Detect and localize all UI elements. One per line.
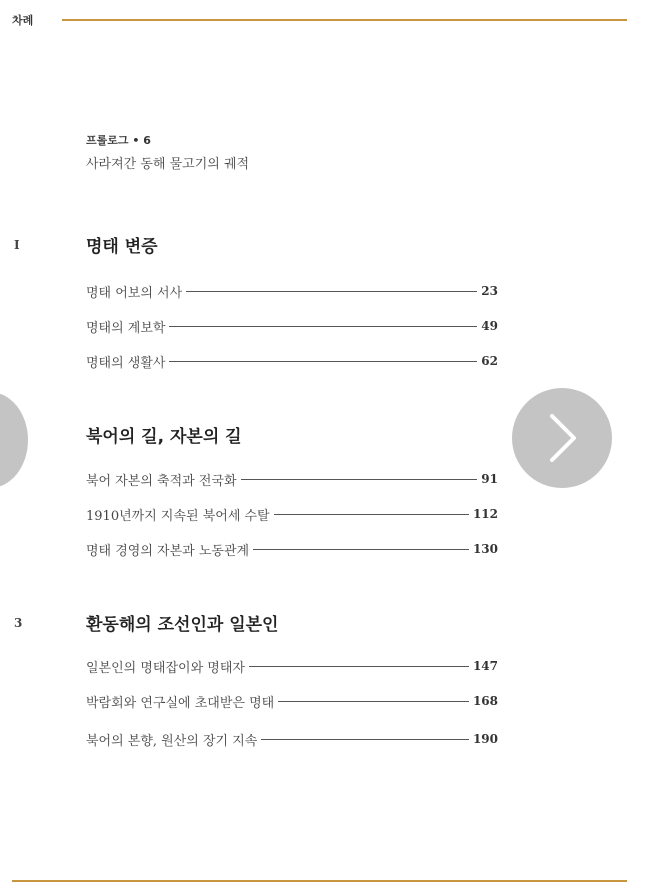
header-rule: [62, 19, 627, 21]
toc-entry-page: 190: [472, 732, 498, 746]
toc-entry[interactable]: [86, 539, 498, 559]
toc-entry-title: 명태 어보의 서사: [86, 285, 183, 301]
toc-entry-page: 91: [481, 472, 498, 486]
part-title: 명태 변증: [86, 237, 158, 257]
previous-page-button[interactable]: [0, 392, 28, 488]
toc-leader-line: [186, 291, 477, 292]
toc-entry-title: 일본인의 명태잡이와 명태자: [86, 660, 245, 676]
toc-entry-title: 박람회와 연구실에 초대받은 명태: [86, 695, 275, 711]
prologue-title: 사라져간 동해 물고기의 궤적: [86, 157, 250, 172]
toc-leader-line: [241, 479, 478, 480]
part-number: I: [14, 238, 20, 252]
chevron-right-icon: [542, 410, 582, 466]
part-title: 환동해의 조선인과 일본인: [86, 615, 279, 635]
toc-entry-page: 147: [472, 659, 498, 673]
toc-entry[interactable]: [86, 691, 498, 711]
toc-entry-page: 168: [472, 694, 498, 708]
toc-entry-title: 명태의 계보학: [86, 320, 166, 336]
toc-entry[interactable]: [86, 656, 498, 676]
part-number: 3: [14, 616, 23, 630]
footer-rule: [12, 880, 627, 882]
toc-entry[interactable]: [86, 469, 498, 489]
toc-entry[interactable]: [86, 316, 498, 336]
toc-entry-title: 1910년까지 지속된 북어세 수탈: [86, 508, 270, 524]
toc-entry-page: 130: [472, 542, 498, 556]
prologue-block: [86, 132, 249, 172]
page-header-label: 차례: [12, 14, 34, 27]
toc-entry-page: 112: [472, 507, 498, 521]
toc-leader-line: [274, 514, 469, 515]
toc-entry[interactable]: [86, 729, 498, 749]
toc-entry-page: 49: [481, 319, 498, 333]
toc-entry-title: 명태 경영의 자본과 노동관계: [86, 543, 250, 559]
toc-leader-line: [253, 549, 469, 550]
toc-entry-title: 북어의 본향, 원산의 장기 지속: [86, 733, 258, 749]
part-title: 북어의 길, 자본의 길: [86, 427, 242, 447]
toc-leader-line: [249, 666, 469, 667]
toc-leader-line: [278, 701, 469, 702]
toc-leader-line: [169, 361, 477, 362]
prologue-heading: 프롤로그 • 6: [86, 134, 151, 147]
toc-leader-line: [169, 326, 477, 327]
toc-entry-title: 명태의 생활사: [86, 355, 166, 371]
toc-entry-page: 23: [481, 284, 498, 298]
toc-entry-title: 북어 자본의 축적과 전국화: [86, 473, 237, 489]
toc-leader-line: [261, 739, 469, 740]
toc-entry[interactable]: [86, 351, 498, 371]
next-page-button[interactable]: [512, 388, 612, 488]
toc-entry[interactable]: [86, 504, 498, 524]
toc-entry-page: 62: [481, 354, 498, 368]
toc-entry[interactable]: [86, 281, 498, 301]
